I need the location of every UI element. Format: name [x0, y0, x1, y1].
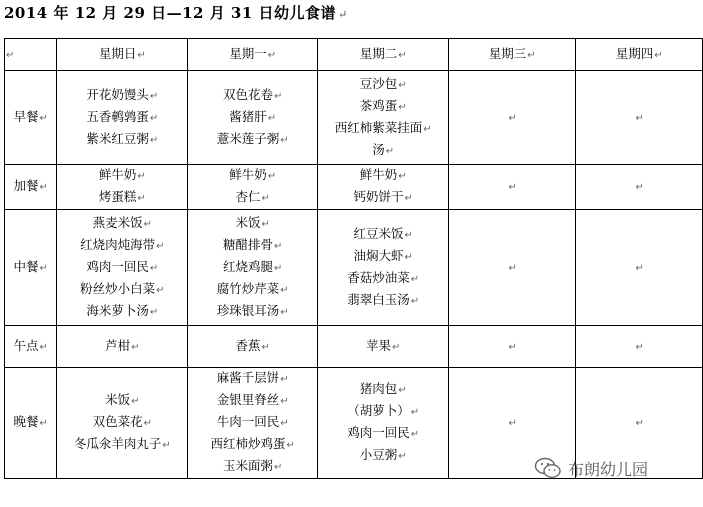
menu-cell: ↵ [576, 368, 703, 479]
menu-cell [57, 368, 188, 479]
dish-item: 豆沙包↵ [359, 75, 407, 91]
dish-item: 米饭↵ [235, 214, 270, 230]
dish-item: 珍珠银耳汤↵ [216, 302, 289, 318]
dish-item: 茶鸡蛋↵ [359, 97, 407, 113]
day-header: 星期二↵ [318, 39, 449, 71]
menu-cell: ↵ [449, 326, 576, 368]
dish-item: 牛肉一回民↵ [216, 414, 289, 429]
meal-name-cell: 中餐↵ [5, 210, 57, 326]
wechat-icon [534, 456, 562, 480]
menu-cell: ↵ [449, 210, 576, 326]
dish-item: 腐竹炒芹菜↵ [216, 280, 289, 296]
dish-item: 海米萝卜汤↵ [86, 302, 159, 318]
dish-item: 红烧肉炖海带↵ [80, 236, 165, 252]
meal-name-cell: 加餐↵ [5, 165, 57, 210]
menu-cell [188, 165, 318, 210]
dish-item: 红豆米饭↵ [353, 225, 413, 241]
menu-cell [318, 71, 449, 165]
dish-item: 鸡肉一回民↵ [86, 258, 159, 274]
dish-item: 酱猪肝↵ [229, 108, 277, 124]
dish-item: 鲜牛奶↵ [359, 167, 407, 182]
dish-item: 西红柿炒鸡蛋↵ [210, 436, 295, 451]
menu-table [4, 38, 703, 479]
menu-cell [57, 71, 188, 165]
corner-cell: ↵ [5, 39, 57, 71]
dish-item: 紫米红豆粥↵ [86, 130, 159, 146]
dish-item: 米饭↵ [105, 392, 140, 407]
dish-item: 油焖大虾↵ [353, 247, 413, 263]
dish-item: 鸡肉一回民↵ [347, 425, 420, 440]
day-header: 星期四↵ [576, 39, 703, 71]
dish-item: 双色菜花↵ [92, 414, 152, 429]
dish-item: 玉米面粥↵ [223, 458, 283, 473]
dish-item: 翡翠白玉汤↵ [347, 291, 420, 307]
menu-cell [57, 165, 188, 210]
dish-item: 薏米莲子粥↵ [216, 130, 289, 146]
menu-cell: ↵ [576, 326, 703, 368]
menu-cell [318, 165, 449, 210]
day-header: 星期一↵ [188, 39, 318, 71]
menu-cell [57, 210, 188, 326]
meal-name-cell: 晚餐↵ [5, 368, 57, 479]
dish-item: 粉丝炒小白菜↵ [80, 280, 165, 296]
menu-cell: ↵ [449, 71, 576, 165]
dish-item: 烤蛋糕↵ [98, 189, 146, 204]
dish-item: 小豆粥↵ [359, 447, 407, 462]
page-title [4, 2, 348, 23]
meal-row [5, 71, 703, 165]
menu-cell: ↵ [576, 71, 703, 165]
dish-item: 苹果↵ [365, 337, 401, 353]
return-mark: ↵ [338, 8, 348, 21]
dish-item: 鲜牛奶↵ [229, 167, 277, 182]
dish-item: 猪肉包↵ [359, 381, 407, 396]
dish-item: 五香鹌鹑蛋↵ [86, 108, 159, 124]
dish-item: 芦柑↵ [105, 337, 140, 353]
menu-cell: ↵ [449, 368, 576, 479]
menu-cell [57, 326, 188, 368]
dish-item: 糖醋排骨↵ [223, 236, 283, 252]
dish-item: 西红柿紫菜挂面↵ [334, 119, 432, 135]
meal-row [5, 210, 703, 326]
dish-item: 燕麦米饭↵ [92, 214, 152, 230]
menu-cell [188, 210, 318, 326]
meal-name-cell: 午点↵ [5, 326, 57, 368]
dish-item: 鲜牛奶↵ [98, 167, 146, 182]
dish-item: 麻酱千层饼↵ [216, 370, 289, 385]
menu-cell [188, 326, 318, 368]
dish-item: 开花奶馒头↵ [86, 86, 159, 102]
menu-cell: ↵ [576, 210, 703, 326]
dish-item: 冬瓜氽羊肉丸子↵ [73, 436, 171, 451]
dish-item: 香菇炒油菜↵ [347, 269, 420, 285]
dish-item: 香蕉↵ [235, 337, 270, 353]
menu-cell [318, 326, 449, 368]
header-row [5, 39, 703, 71]
meal-name-cell: 早餐↵ [5, 71, 57, 165]
day-header: 星期日↵ [57, 39, 188, 71]
menu-cell [188, 71, 318, 165]
day-header: 星期三↵ [449, 39, 576, 71]
dish-item: 金银里脊丝↵ [216, 392, 289, 407]
dish-item: 杏仁↵ [235, 189, 270, 204]
dish-item: 汤↵ [372, 141, 395, 157]
menu-cell [188, 368, 318, 479]
title-text: 2014 年 12 月 29 日—12 月 31 日幼儿食谱 [4, 4, 337, 22]
menu-cell [318, 210, 449, 326]
watermark [534, 456, 648, 480]
dish-item: 双色花卷↵ [223, 86, 283, 102]
dish-item: 钙奶饼干↵ [353, 189, 413, 204]
menu-cell: ↵ [449, 165, 576, 210]
meal-row [5, 165, 703, 210]
dish-item: （胡萝卜）↵ [347, 403, 420, 418]
menu-cell: ↵ [576, 165, 703, 210]
watermark-text: 布朗幼儿园 [568, 459, 649, 479]
dish-item: 红烧鸡腿↵ [223, 258, 283, 274]
menu-cell [318, 368, 449, 479]
meal-row [5, 326, 703, 368]
